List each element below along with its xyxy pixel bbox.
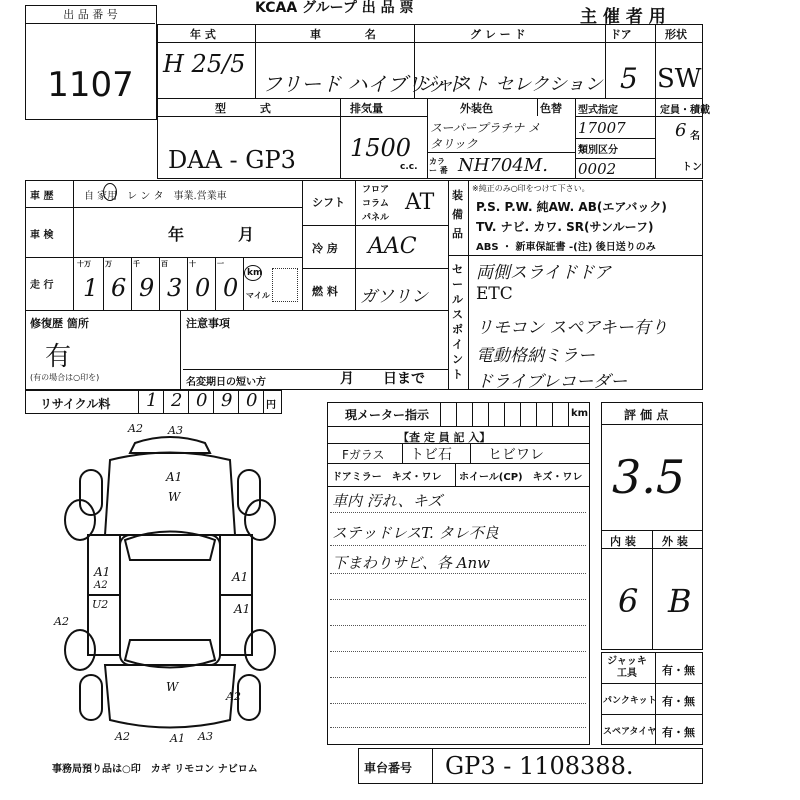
damage-mark: A1 bbox=[166, 470, 183, 484]
sales-points-label: セールスポイント bbox=[452, 263, 463, 381]
sales-point-item: ETC bbox=[476, 284, 513, 304]
exterior-color-value: スーパープラチナ メタリック bbox=[430, 121, 541, 151]
damage-mark: A3 bbox=[168, 424, 183, 437]
chassis-label: 車台番号 bbox=[364, 761, 413, 775]
grade-label: グ レ ー ド bbox=[470, 28, 526, 41]
left-side-wheel-rear bbox=[65, 630, 95, 670]
mileage-digit: 0 bbox=[223, 274, 239, 302]
grade-value: ジャスト セレクション bbox=[418, 74, 603, 95]
exterior-value: B bbox=[668, 582, 692, 620]
class-label: 類別区分 bbox=[578, 145, 618, 156]
shift-value: AT bbox=[405, 190, 435, 215]
front-bumper bbox=[130, 437, 210, 453]
body-type-label: 形状 bbox=[665, 28, 687, 41]
equipment-label: 装備品 bbox=[452, 189, 463, 240]
hibi-ware-label: ヒビワレ bbox=[488, 447, 544, 463]
sales-point-item: ドライブレコーダー bbox=[476, 372, 628, 392]
mileage-digit: 9 bbox=[139, 274, 155, 302]
recycle-digit: 9 bbox=[221, 390, 233, 411]
damage-mark: A2 bbox=[54, 615, 69, 628]
digit-label: 一 bbox=[217, 260, 224, 268]
repair-note: (有の場合は○印を) bbox=[30, 373, 100, 382]
capacity-unit: 名 bbox=[690, 131, 700, 142]
damage-mark: U2 bbox=[92, 598, 109, 611]
displacement-value: 1500 bbox=[350, 134, 412, 162]
equipment-line-3: ABS ・ 新車保証書 -(注) 後日送りのみ bbox=[476, 242, 656, 253]
model-label: 型 式 bbox=[215, 102, 271, 115]
class-value: 0002 bbox=[578, 160, 617, 178]
sales-point-item: 電動格納ミラー bbox=[476, 346, 595, 366]
inspector-heading: 【査 定 員 記 入】 bbox=[398, 431, 491, 444]
damage-mark: A2 bbox=[128, 422, 143, 435]
repair-history-label: 修復歴 箇所 bbox=[30, 317, 89, 330]
body-type-value: SW bbox=[657, 64, 702, 94]
mile-box bbox=[272, 268, 298, 302]
km-unit: km bbox=[247, 268, 263, 278]
right-rear-wheel bbox=[238, 675, 260, 720]
tobi-ishi-label: トビ石 bbox=[410, 447, 452, 463]
meter-label: 現メーター指示 bbox=[345, 408, 430, 422]
right-side-wheel-rear bbox=[245, 630, 275, 670]
mile-unit: マイル bbox=[246, 291, 270, 300]
damage-mark: A1 bbox=[234, 602, 251, 616]
damage-mark: A2 bbox=[94, 580, 108, 591]
displacement-label: 排気量 bbox=[350, 102, 383, 115]
interior-label: 内 装 bbox=[610, 535, 636, 548]
doors-label: ドア bbox=[610, 28, 632, 41]
year-label: 年 式 bbox=[190, 28, 216, 41]
year-value: H 25/5 bbox=[163, 50, 246, 78]
equipment-line-1: P.S. P.W. 純AW. AB(エアバック) bbox=[476, 200, 667, 214]
type-spec-value: 17007 bbox=[578, 119, 626, 137]
car-name-value: フリード ハイブリッド bbox=[262, 72, 466, 96]
damage-mark: A1 bbox=[94, 565, 111, 579]
inspector-remark: ステッドレスT. タレ不良 bbox=[332, 524, 499, 542]
damage-mark: A2 bbox=[226, 690, 241, 703]
rear-window bbox=[125, 640, 215, 668]
lot-number-label: 出 品 番 号 bbox=[26, 6, 155, 24]
fuel-label: 燃 料 bbox=[312, 285, 338, 298]
ac-value: AAC bbox=[368, 234, 417, 259]
caution-label: 注意事項 bbox=[186, 317, 230, 330]
exterior-color-label: 外装色 bbox=[460, 102, 493, 115]
right-front-wheel bbox=[238, 470, 260, 515]
capacity-value: 6 bbox=[675, 120, 687, 141]
lot-number-value: 1107 bbox=[47, 65, 134, 105]
digit-label: 十万 bbox=[77, 260, 91, 268]
digit-label: 千 bbox=[133, 260, 140, 268]
name-change-month: 月 bbox=[340, 371, 354, 387]
meter-km-unit: km bbox=[571, 408, 589, 419]
color-change-label: 色替 bbox=[540, 102, 562, 115]
inspector-remark: 下まわりサビ、各 Anw bbox=[332, 554, 490, 572]
office-items-note: 事務局預り品は○印 カギ リモコン ナビロム bbox=[52, 764, 258, 775]
interior-value: 6 bbox=[618, 582, 639, 620]
mileage-label: 走 行 bbox=[30, 280, 54, 291]
damage-mark: A1 bbox=[232, 570, 249, 584]
puncture-option: 有・無 bbox=[662, 695, 695, 708]
damage-mark: A3 bbox=[198, 730, 213, 743]
wheel-label: ホイール(CP) キズ・ワレ bbox=[459, 472, 583, 483]
recycle-digit: 0 bbox=[246, 390, 258, 411]
chassis-value: GP3 - 1108388. bbox=[445, 752, 634, 780]
digit-label: 十 bbox=[189, 260, 196, 268]
recycle-fee-label: リサイクル料 bbox=[40, 397, 111, 411]
recycle-digit: 1 bbox=[146, 390, 158, 411]
meter-digit-cells bbox=[440, 402, 568, 426]
damage-mark: W bbox=[166, 680, 179, 694]
recycle-digit: 2 bbox=[171, 390, 183, 411]
sales-point-item: 両側スライドドア bbox=[476, 263, 611, 283]
recycle-unit: 円 bbox=[266, 400, 276, 411]
inspector-remark: 車内 汚れ、キズ bbox=[332, 492, 443, 510]
private-use-circle bbox=[103, 183, 117, 201]
inspection-year-unit: 年 bbox=[168, 225, 185, 244]
shift-type-column: コラム bbox=[362, 199, 389, 209]
cc-unit: c.c. bbox=[400, 162, 418, 172]
repair-history-value: 有 bbox=[45, 342, 72, 372]
equipment-line-2: TV. ナビ. カワ. SR(サンルーフ) bbox=[476, 220, 654, 234]
color-number-value: NH704M. bbox=[458, 155, 548, 176]
cabin-outline bbox=[120, 535, 220, 665]
doors-value: 5 bbox=[620, 62, 638, 95]
name-change-day: 日まで bbox=[383, 371, 425, 387]
recycle-digit: 0 bbox=[196, 390, 208, 411]
right-door-front bbox=[220, 535, 252, 595]
spare-option: 有・無 bbox=[662, 726, 695, 739]
inspection-month-unit: 月 bbox=[238, 225, 255, 244]
shift-type-floor: フロア bbox=[362, 185, 390, 195]
usage-options: 自 家用 レ ン タ 事業.営業車 bbox=[84, 191, 227, 202]
damage-mark: A1 bbox=[170, 732, 185, 745]
equipment-note: ※純正のみ○印をつけて下さい。 bbox=[472, 184, 590, 193]
digit-label: 百 bbox=[161, 260, 168, 268]
damage-mark: A2 bbox=[115, 730, 130, 743]
car-name-label: 車 名 bbox=[310, 28, 376, 41]
puncture-kit-label: パンクキット bbox=[603, 696, 657, 706]
left-front-wheel bbox=[80, 470, 102, 515]
digit-label: 万 bbox=[105, 260, 112, 268]
shift-type-panel: パネル bbox=[362, 213, 390, 223]
score-label: 評 価 点 bbox=[624, 408, 669, 422]
jack-option: 有・無 bbox=[662, 664, 695, 677]
load-unit: トン bbox=[682, 162, 702, 173]
exterior-label: 外 装 bbox=[662, 535, 688, 548]
capacity-label: 定員・積載 bbox=[660, 105, 710, 116]
organizer-use-label: 主 催 者 用 bbox=[580, 7, 666, 27]
model-value: DAA - GP3 bbox=[168, 146, 296, 174]
usage-history-label: 車 歴 bbox=[30, 191, 54, 202]
fuel-value: ガソリン bbox=[360, 287, 428, 307]
rear-section bbox=[105, 665, 235, 728]
left-rear-wheel bbox=[80, 675, 102, 720]
mileage-digit: 0 bbox=[195, 274, 211, 302]
color-number-label: カラー 番 bbox=[429, 157, 448, 175]
mileage-digit: 6 bbox=[111, 274, 127, 302]
ac-label: 冷 房 bbox=[312, 242, 338, 255]
door-mirror-label: ドアミラー キズ・ワレ bbox=[332, 472, 442, 483]
auction-title: KCAA グループ 出 品 票 bbox=[255, 0, 414, 16]
sales-point-item: リモコン スペアキー有り bbox=[476, 318, 668, 338]
name-change-label: 名変期日の短い方 bbox=[186, 377, 266, 388]
lot-number-box bbox=[25, 5, 157, 120]
spare-tire-label: スペアタイヤ bbox=[603, 727, 657, 737]
damage-mark: W bbox=[168, 490, 181, 504]
mileage-digit: 3 bbox=[167, 274, 183, 302]
mileage-digit: 1 bbox=[83, 274, 99, 302]
score-value: 3.5 bbox=[612, 450, 686, 504]
km-circle bbox=[244, 265, 262, 281]
type-spec-label: 型式指定 bbox=[578, 105, 618, 116]
jack-label: ジャッキ 工具 bbox=[607, 656, 647, 679]
inspection-label: 車 検 bbox=[30, 230, 54, 241]
f-glass-label: Fガラス bbox=[342, 448, 385, 462]
shift-label: シフト bbox=[312, 196, 345, 209]
